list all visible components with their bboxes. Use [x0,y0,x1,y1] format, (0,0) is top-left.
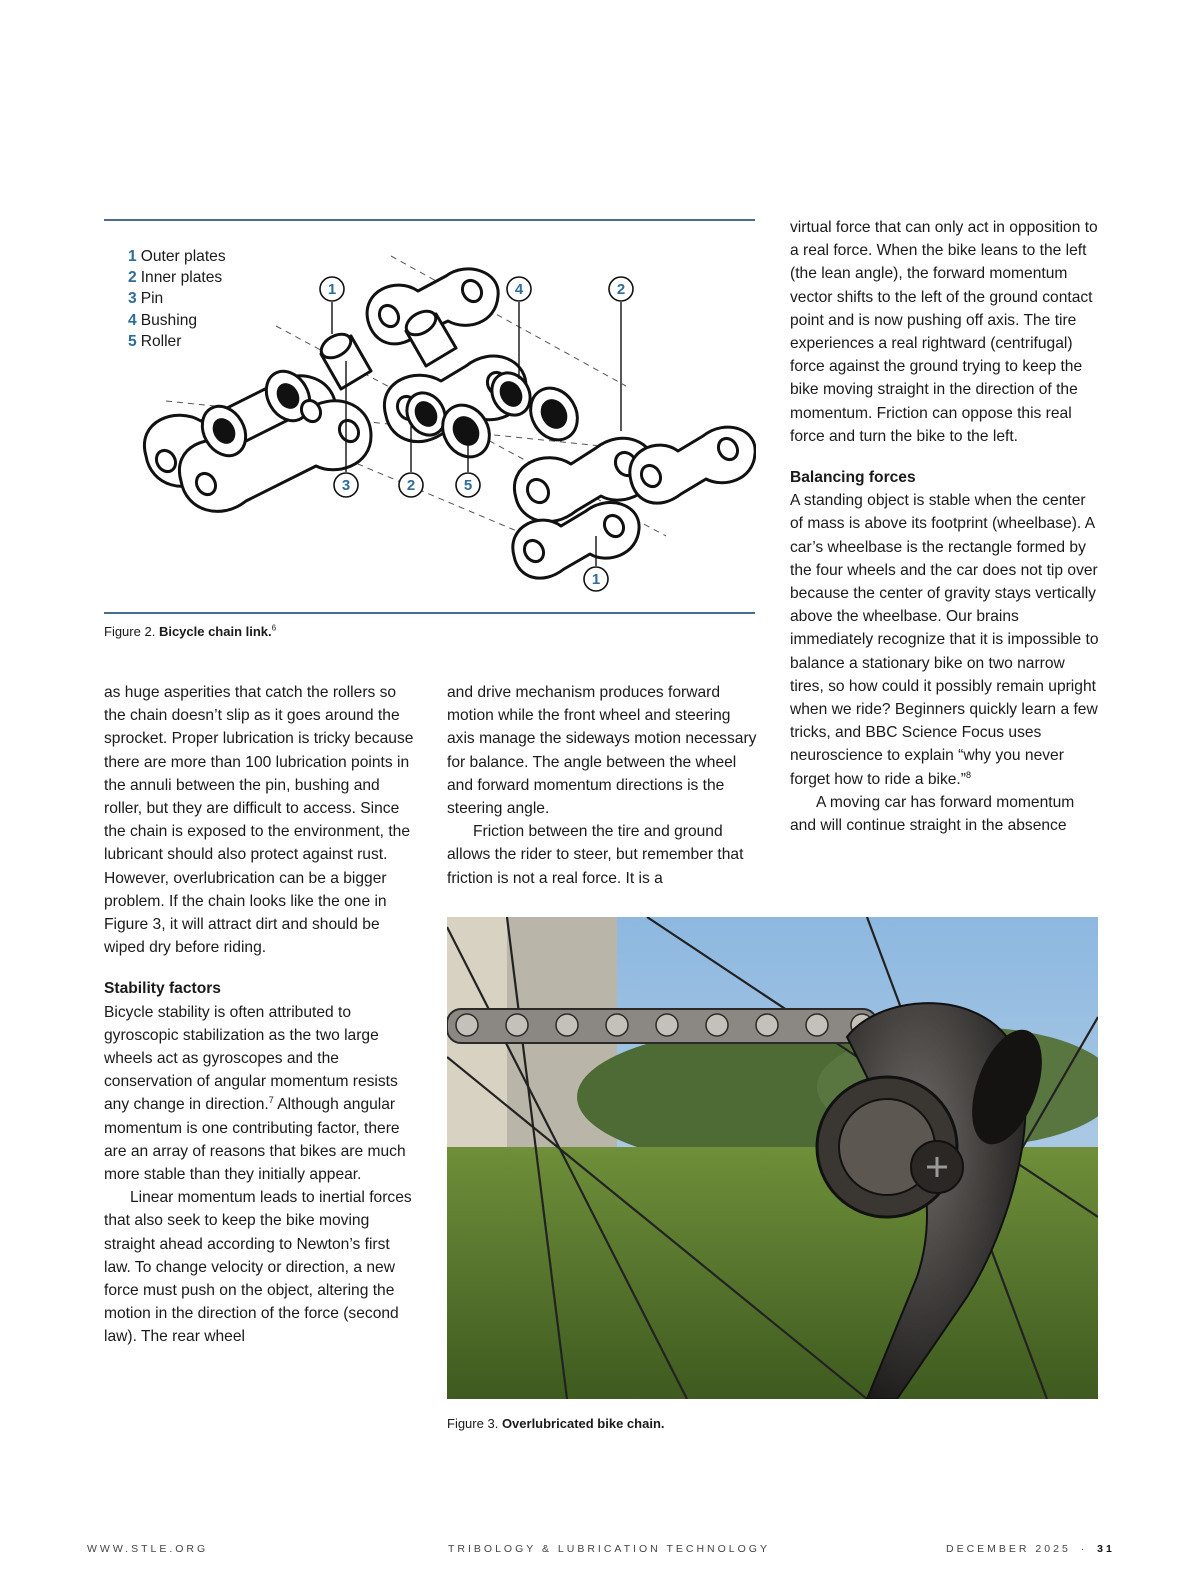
overlubricated-chain-photo [447,917,1098,1399]
figure2-bottom-rule [104,612,755,614]
section-heading: Balancing forces [790,469,916,487]
callout-2-bottom [399,473,423,497]
figure2-caption: Figure 2. Bicycle chain link.$^6$ [104,623,277,639]
figure2-top-rule [104,219,755,221]
body-column-3 [790,216,1102,837]
figure3-caption: Figure 3. Overlubricated bike chain. [447,1416,665,1431]
callout-1-bottom [584,567,608,591]
paragraph: virtual force that can only act in opposition to a real force. When the bike leans to the left (the lean angle), the forward momentum vector shifts to the left of the ground contact point and is now pushing off axis. The tire experiences a real rightward (centrifugal) force against the ground trying to keep the bike moving straight in the direction of the momentum. Friction can oppose this real force and turn the bike to the left. [790,219,1098,445]
callout-label: 5 [463,477,473,494]
callout-2-top [609,277,633,301]
section-heading: Stability factors [104,980,221,998]
paragraph: A moving car has forward momentum and will continue straight in the absence [790,793,1075,835]
callout-5 [456,473,480,497]
paragraph: and drive mechanism produces forward motion while the front wheel and steering axis manage the sideways motion necessary for balance. The angle between the wheel and forward momentum directions is the steering angle. [447,684,757,818]
footer-separator: · [1080,1543,1088,1555]
paragraph: Linear momentum leads to inertial forces that also seek to keep the bike moving straight ahead according to Newton’s first law. To change velocity or direction, a new force must push on the object, altering the motion in the direction of the force (second law). The rear wheel [104,1189,412,1346]
footer-issue: DECEMBER 2025 · 31 [946,1543,1115,1555]
callout-label: 1 [327,281,337,298]
footer-magazine-title: TRIBOLOGY & LUBRICATION TECHNOLOGY [448,1543,770,1555]
callout-label: 2 [616,281,626,298]
paragraph: Friction between the tire and ground allows the rider to steer, but remember that friction is not a real force. It is a [447,823,744,887]
paragraph: A standing object is stable when the center of mass is above its footprint (wheelbase). A car’s wheelbase is the rectangle formed by the four wheels and the car does not tip over because the center of gravity stays vertically above the wheelbase. Our brains immediately recognize that it is impossible to balance a stationary bike on two narrow tires, so how could it possibly remain upright when we ride? Beginners quickly learn a few tricks, and BBC Science Focus uses neuroscience to explain “why you never forget how to ride a bike.”$^8$ [790,492,1099,788]
callout-3 [334,473,358,497]
callout-label: 4 [514,281,524,298]
callout-label: 2 [406,477,416,494]
paragraph: as huge asperities that catch the rollers so the chain doesn’t slip as it goes around the sprocket. Proper lubrication is tricky because there are more than 100 lubrication points in the annuli between the pin, bushing and roller, but they are difficult to access. Since the chain is exposed to the environment, the lubricant should also protect against rust. However, overlubrication can be a bigger problem. If the chain looks like the one in Figure 3, it will attract dirt and should be wiped dry before riding. [104,684,414,957]
legend-item: 3 Pin [128,290,164,308]
paragraph: Bicycle stability is often attributed to gyroscopic stabilization as the two large wheels act as gyroscopes and the conservation of angular momentum resists any change in direction.$^7$ Although angular momentum is one contributing factor, there are an array of reasons that bikes are much more stable than they initially appear. [104,1003,406,1184]
callout-label: 1 [591,571,601,588]
body-column-1 [104,681,416,1349]
callout-1-top [320,277,344,301]
chain-link-diagram [106,236,756,606]
callout-4 [507,277,531,301]
body-column-2 [447,681,759,890]
legend-item: 1 Outer plates [128,248,226,265]
legend-item: 5 Roller [128,332,182,350]
callout-label: 3 [341,477,351,494]
legend-item: 4 Bushing [128,311,198,329]
page-number: 31 [1097,1543,1115,1555]
footer-website[interactable]: WWW.STLE.ORG [87,1543,209,1555]
legend-item: 2 Inner plates [128,269,223,287]
